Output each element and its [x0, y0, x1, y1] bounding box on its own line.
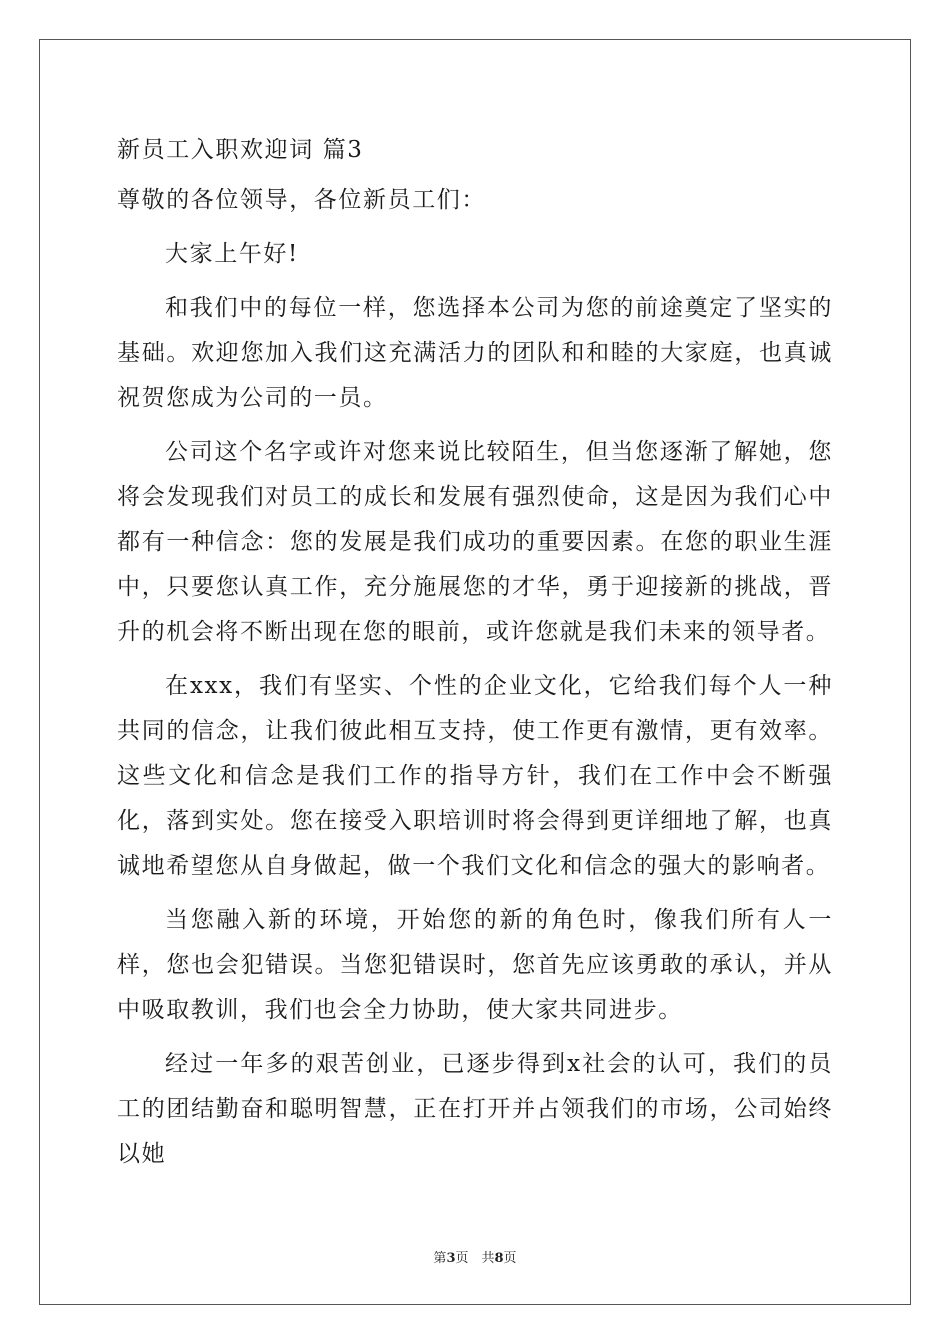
- paragraph: 公司这个名字或许对您来说比较陌生，但当您逐渐了解她，您将会发现我们对员工的成长和发展有强烈使命，这是因为我们心中都有一种信念：您的发展是我们成功的重要因素。在您的职业生涯中，只要您认真工作，充分施展您的才华，勇于迎接新的挑战，晋升的机会将不断出现在您的眼前，或许您就是我们未来的领导者。: [117, 439, 833, 645]
- paragraph: 和我们中的每位一样，您选择本公司为您的前途奠定了坚实的基础。欢迎您加入我们这充满活力的团队和和睦的大家庭，也真诚祝贺您成为公司的一员。: [117, 295, 833, 411]
- page-mid: 页 共: [455, 1251, 495, 1266]
- page-current: 3: [446, 1251, 456, 1266]
- document-title: 新员工入职欢迎词 篇3: [117, 137, 364, 163]
- paragraph: 经过一年多的艰苦创业，已逐步得到x社会的认可，我们的员工的团结勤奋和聪明智慧，正在打开并占领我们的市场，公司始终以她: [117, 1051, 833, 1167]
- page-suffix: 页: [503, 1251, 517, 1266]
- greeting: 大家上午好!: [165, 241, 299, 267]
- page-prefix: 第: [433, 1251, 447, 1266]
- page-footer: [0, 1247, 950, 1266]
- paragraph: 在xxx，我们有坚实、个性的企业文化，它给我们每个人一种共同的信念，让我们彼此相互支持，使工作更有激情，更有效率。这些文化和信念是我们工作的指导方针，我们在工作中会不断强化，落到实处。您在接受入职培训时将会得到更详细地了解，也真诚地希望您从自身做起，做一个我们文化和信念的强大的影响者。: [117, 673, 833, 879]
- page-total: 8: [494, 1251, 504, 1266]
- paragraph: 当您融入新的环境，开始您的新的角色时，像我们所有人一样，您也会犯错误。当您犯错误时，您首先应该勇敢的承认，并从中吸取教训，我们也会全力协助，使大家共同进步。: [117, 907, 833, 1023]
- salutation: 尊敬的各位领导，各位新员工们：: [117, 187, 486, 213]
- document-body: [117, 128, 833, 1177]
